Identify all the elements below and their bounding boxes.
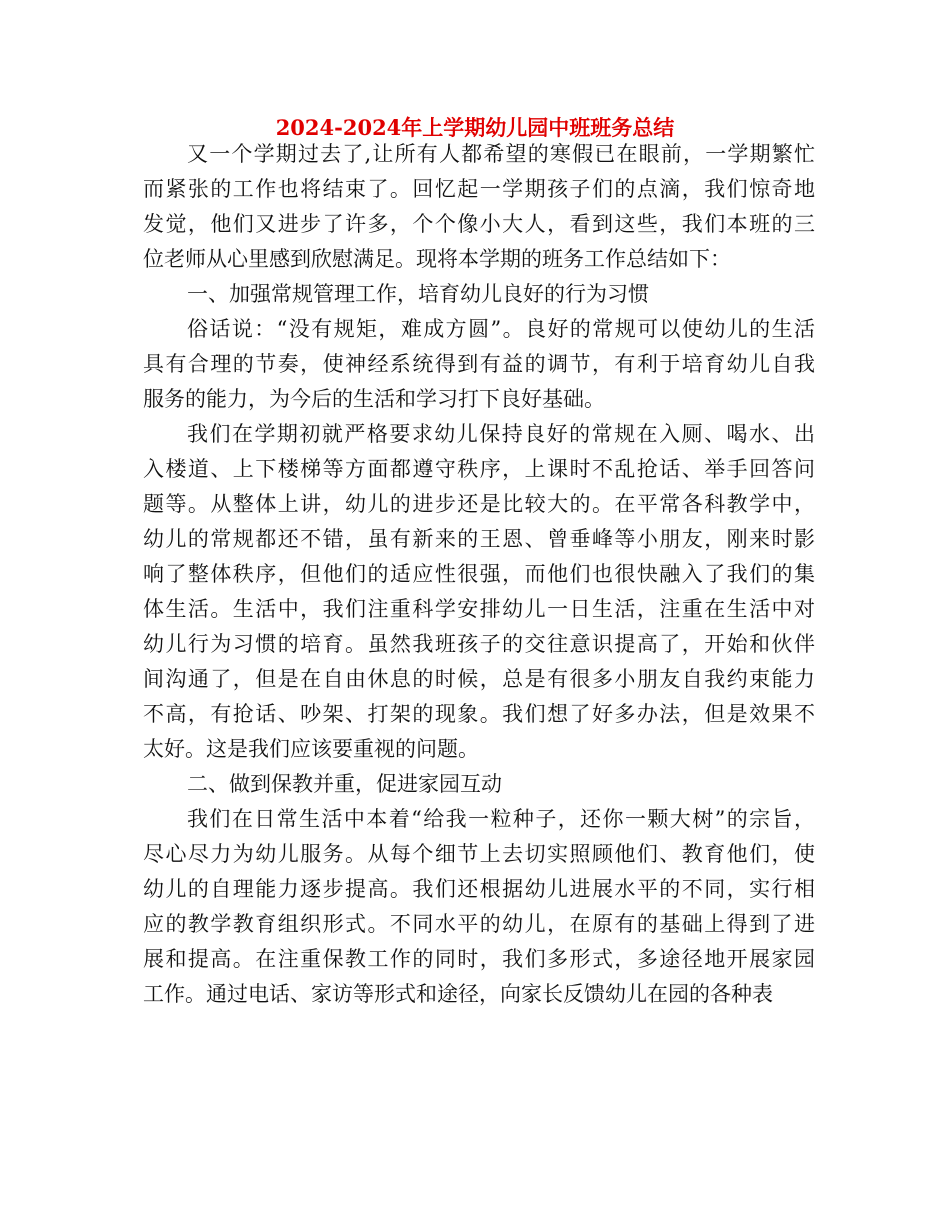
text-line: 又一个学期过去了,让所有人都希望的寒假已在眼前，一学期繁忙 xyxy=(187,142,815,166)
text-line: 不高，有抢话、吵架、打架的现象。我们想了好多办法，但是效果不 xyxy=(143,702,815,726)
text-line: 服务的能力，为今后的生活和学习打下良好基础。 xyxy=(143,387,605,411)
text-line: 工作。通过电话、家访等形式和途径，向家长反馈幼儿在园的各种表 xyxy=(143,982,773,1006)
text-line: 入楼道、上下楼梯等方面都遵守秩序，上课时不乱抢话、举手回答问 xyxy=(143,457,815,481)
text-line: 体生活。生活中，我们注重科学安排幼儿一日生活，注重在生活中对 xyxy=(143,597,815,621)
text-line: 幼儿的常规都还不错，虽有新来的王恩、曾垂峰等小朋友，刚来时影 xyxy=(143,527,815,551)
text-line: 展和提高。在注重保教工作的同时，我们多形式，多途径地开展家园 xyxy=(143,947,815,971)
text-line: 二、做到保教并重，促进家园互动 xyxy=(187,772,502,796)
text-line: 题等。从整体上讲，幼儿的进步还是比较大的。在平常各科教学中， xyxy=(143,492,815,516)
paragraph xyxy=(143,312,815,417)
section-heading xyxy=(143,277,815,312)
text-line: 响了整体秩序，但他们的适应性很强，而他们也很快融入了我们的集 xyxy=(143,562,815,586)
text-line: 太好。这是我们应该要重视的问题。 xyxy=(143,737,479,761)
text-line: 我们在学期初就严格要求幼儿保持良好的常规在入厕、喝水、出 xyxy=(187,422,815,446)
text-line: 俗话说：“没有规矩，难成方圆”。良好的常规可以使幼儿的生活 xyxy=(187,317,815,341)
text-line: 幼儿的自理能力逐步提高。我们还根据幼儿进展水平的不同，实行相 xyxy=(143,877,815,901)
text-line: 而紧张的工作也将结束了。回忆起一学期孩子们的点滴，我们惊奇地 xyxy=(143,177,815,201)
text-line: 一、加强常规管理工作，培育幼儿良好的行为习惯 xyxy=(187,282,649,306)
text-line: 我们在日常生活中本着“给我一粒种子，还你一颗大树”的宗旨， xyxy=(187,807,815,831)
text-line: 尽心尽力为幼儿服务。从每个细节上去切实照顾他们、教育他们，使 xyxy=(143,842,815,866)
text-line: 位老师从心里感到欣慰满足。现将本学期的班务工作总结如下： xyxy=(143,247,731,271)
paragraph xyxy=(143,137,815,277)
text-line: 应的教学教育组织形式。不同水平的幼儿，在原有的基础上得到了进 xyxy=(143,912,815,936)
paragraph xyxy=(143,417,815,767)
text-line: 具有合理的节奏，使神经系统得到有益的调节，有利于培育幼儿自我 xyxy=(143,352,815,376)
text-line: 发觉，他们又进步了许多，个个像小大人，看到这些，我们本班的三 xyxy=(143,212,815,236)
document-body xyxy=(143,137,815,1012)
text-line: 幼儿行为习惯的培育。虽然我班孩子的交往意识提高了，开始和伙伴 xyxy=(143,632,815,656)
paragraph xyxy=(143,802,815,1012)
document-title: 2024-2024年上学期幼儿园中班班务总结 xyxy=(275,115,675,140)
section-heading xyxy=(143,767,815,802)
text-line: 间沟通了，但是在自由休息的时候，总是有很多小朋友自我约束能力 xyxy=(143,667,815,691)
